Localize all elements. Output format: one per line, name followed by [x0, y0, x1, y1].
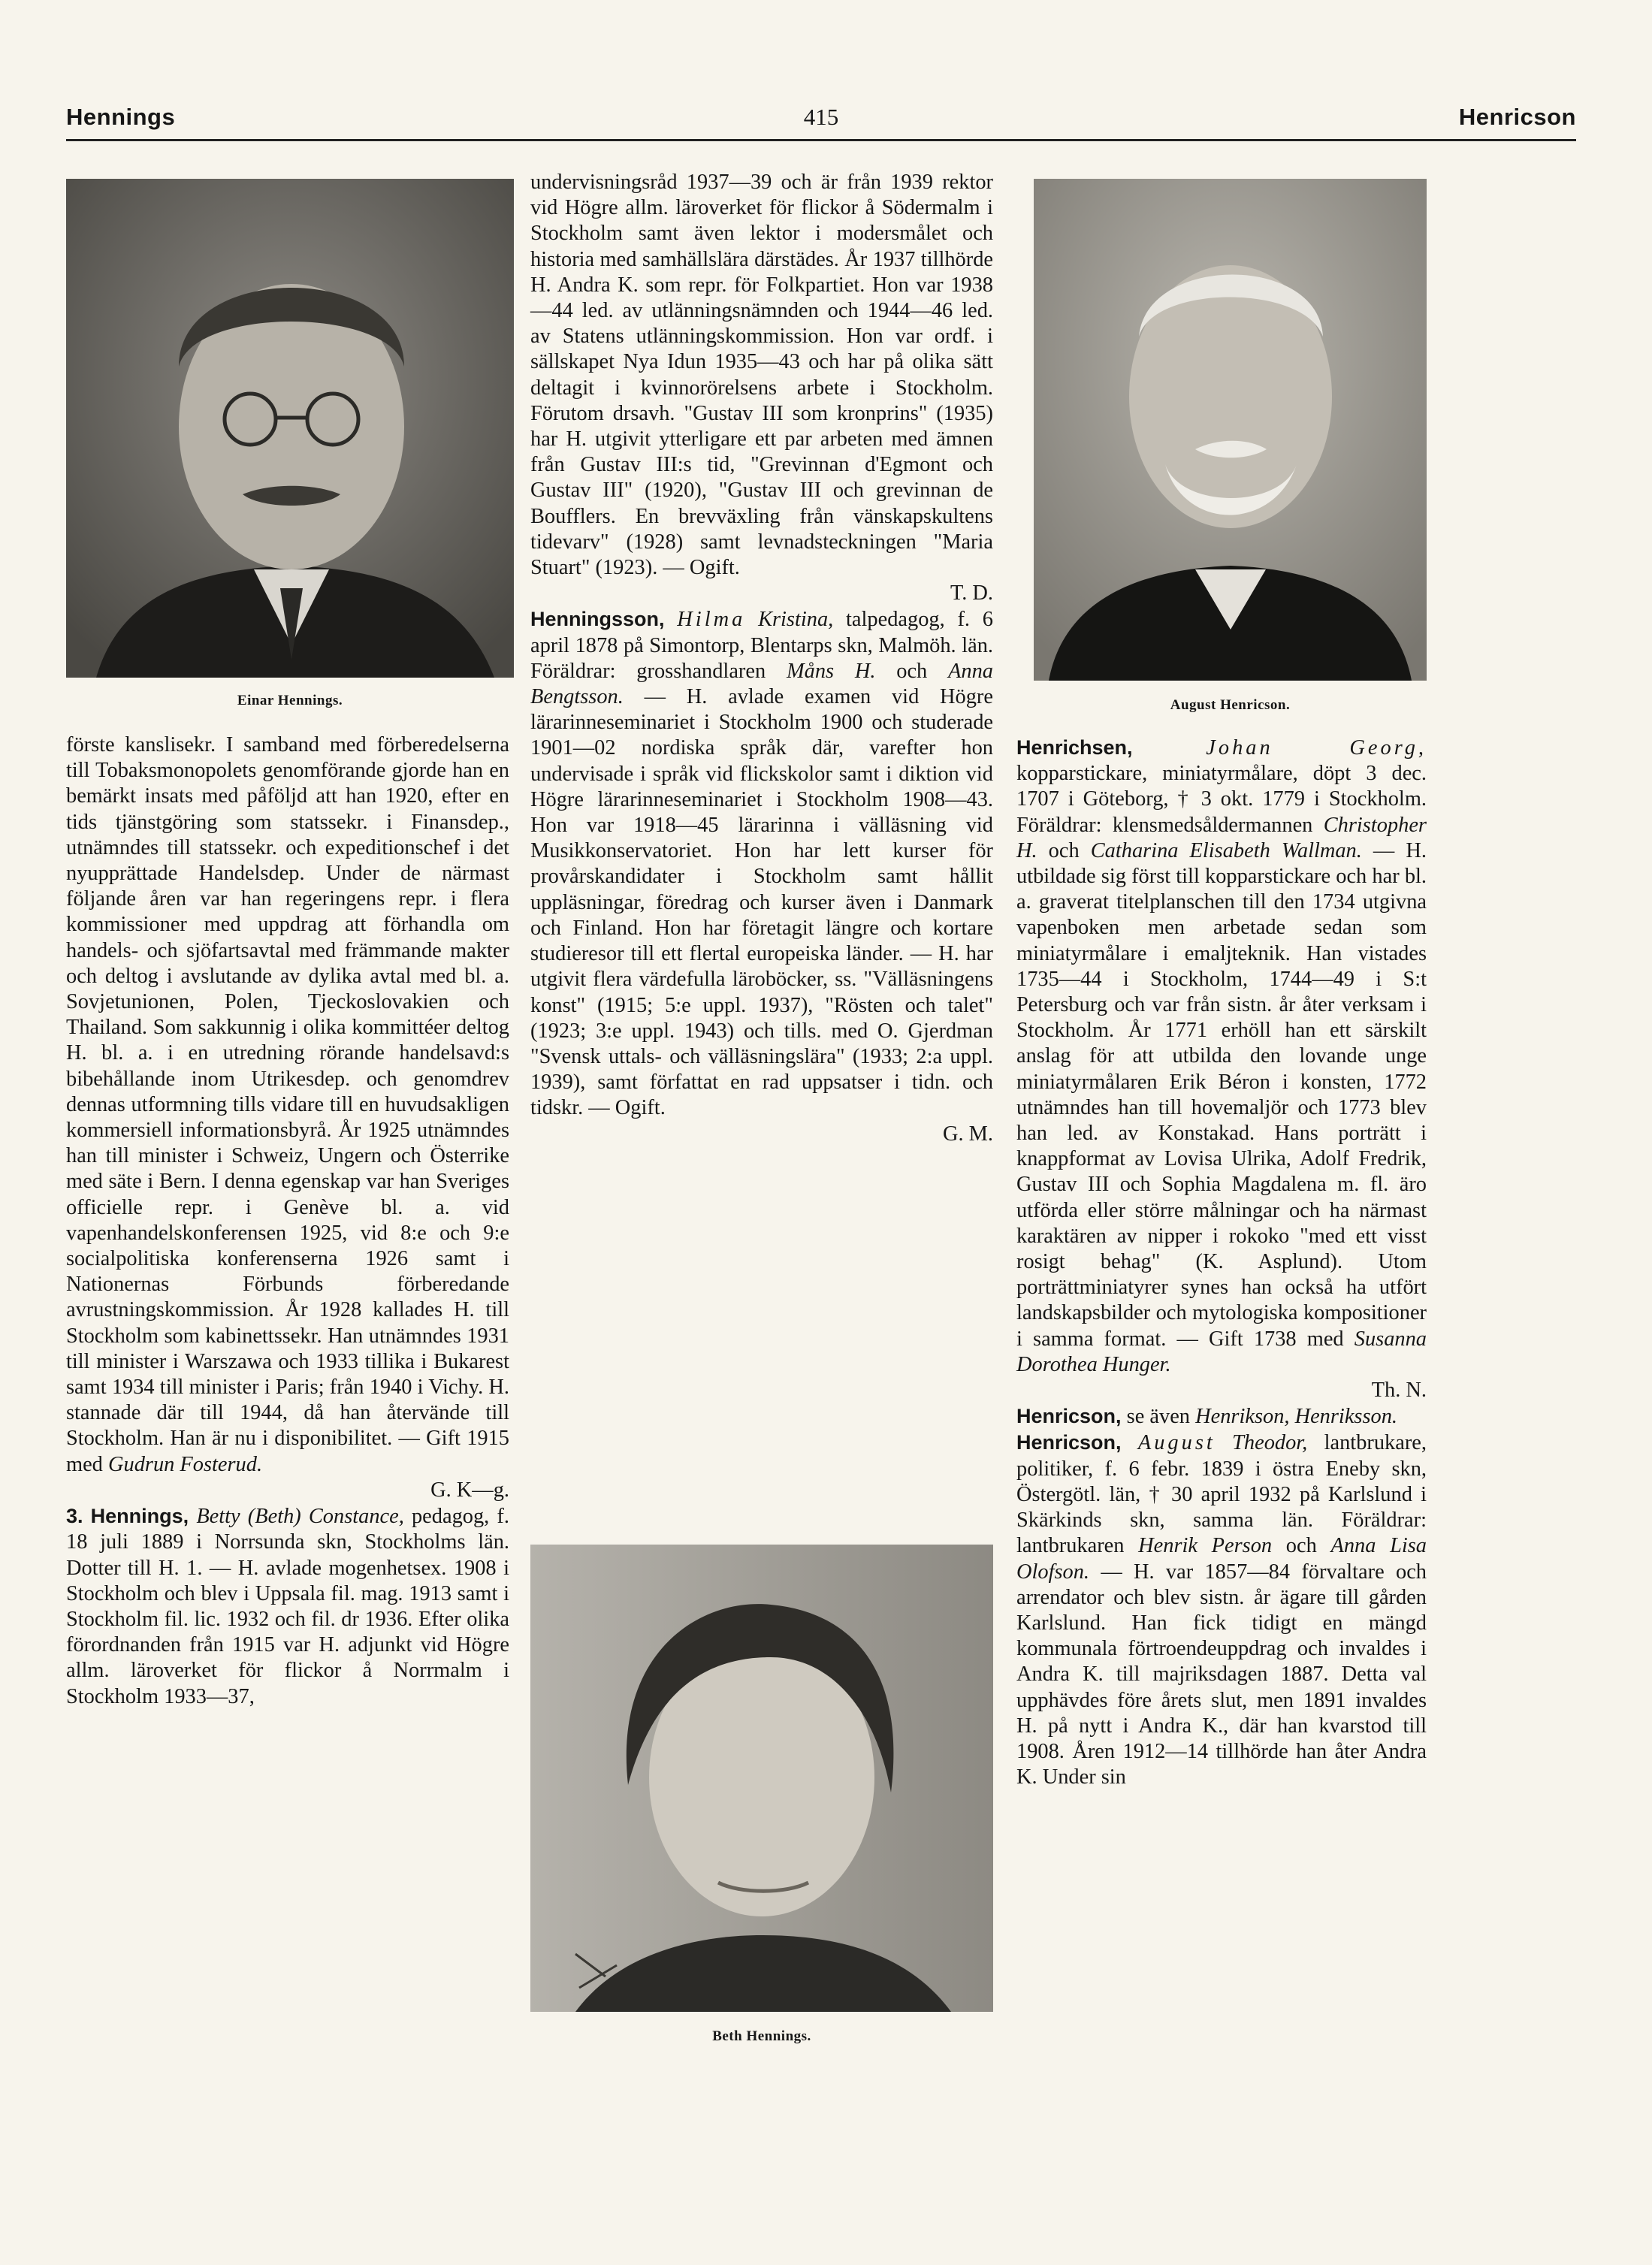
father-name: Henrik Person [1138, 1534, 1273, 1558]
entry-einar-continued [66, 732, 509, 1503]
header-right-keyword: Henricson [1458, 104, 1576, 130]
mother-name: Anna Lisa Olofson. [1016, 1534, 1427, 1584]
entry-text: undervisningsråd 1937—39 och är från 1939 rektor vid Högre allm. läroverket för flickor å Södermalm i Stockholm samt även lektor i modersmålet och historia med samhällslära därstädes. År 1937 tillhörde H. Andra K. som repr. för Folkpartiet. Hon var 1938—44 led. av utlänningsnämnden och 1944—46 led. av Statens utlänningskommission. Hon var ordf. i sällskapet Nya Idun 1935—43 och har på olika sätt deltagit i kvinnorörelsens arbete i Stockholm. Förutom drsavh. "Gustav III som kronprins" (1935) har H. utgivit ytterligare ett par arbeten med ämnen från Gustav III:s tid, "Grevinnan d'Egmont och Gustav III" (1920), "Gustav III och grevinnan de Boufflers. En brevväxling från vänskapskultens tidevarv" (1928) samt levnadsteckningen "Maria Stuart" (1923). — Ogift. [530, 171, 993, 580]
entry-middle-name: Constance, [308, 1505, 404, 1529]
entry-betty-continued [530, 170, 993, 606]
mother-name: Anna Bengtsson. [530, 659, 993, 709]
portrait-einar-hennings [66, 179, 514, 678]
entry-text: lantbrukare, politiker, f. 6 febr. 1839 i östra Eneby skn, Östergötl. län, † 30 april 1932 på Karlslund i Skärkinds skn, samma län. Föräldrar: lantbrukaren [1016, 1431, 1427, 1558]
entry-first-name: Hilma [677, 608, 746, 632]
entry-first-name: Johan Georg, [1206, 736, 1427, 760]
father-name: Christopher H. [1016, 813, 1427, 862]
spouse-name: Susanna Dorothea Hunger. [1016, 1327, 1427, 1376]
cross-reference-henricson [1016, 1403, 1427, 1430]
entry-hilma-henningsson [530, 606, 993, 1146]
entry-johan-georg-henrichsen [1016, 735, 1427, 1403]
conjunction: och [1285, 1534, 1317, 1558]
entry-headword: Henrichsen, [1016, 736, 1133, 759]
conjunction: och [896, 659, 928, 683]
caption-beth: Beth Hennings. [712, 2028, 811, 2044]
page-number: 415 [803, 104, 839, 130]
entry-middle-name: Theodor, [1232, 1431, 1308, 1455]
entry-headword: Henricson, [1016, 1405, 1122, 1428]
column-1 [66, 732, 509, 1710]
entry-middle-name: Kristina, [758, 608, 834, 632]
entry-august-henricson [1016, 1430, 1427, 1790]
caption-einar: Einar Hennings. [237, 693, 343, 708]
author-signature: G. M. [942, 1122, 993, 1146]
portrait-august-henricson [1034, 179, 1427, 681]
entry-text: se även [1126, 1405, 1190, 1429]
entry-first-name: Betty [196, 1505, 240, 1529]
portrait-einar-graphic [66, 179, 514, 678]
entry-text: pedagog, f. 18 juli 1889 i Norrsunda skn, Stockholms län. Dotter till H. 1. — H. avlade mogenhetsex. 1908 i Stockholm och blev i Uppsala fil. mag. 1913 samt i Stockholm fil. lic. 1932 och fil. dr 1936. Efter olika förordnanden från 1915 var H. adjunkt vid Högre allm. läroverket för flickor å Norrmalm i Stockholm 1933—37, [66, 1505, 509, 1708]
author-signature: Th. N. [1371, 1379, 1427, 1403]
spouse-name: Gudrun Fosterud. [108, 1452, 263, 1476]
author-signature: G. K—g. [430, 1478, 509, 1502]
author-signature: T. D. [950, 581, 993, 606]
entry-text: — H. utbildade sig först till kopparstickare och har bl. a. graverat titelplanschen till den 1734 utgivna vapenboken men arbetade sedan som miniatyrmålare i emaljteknik. Han vistades 1735—44 i Stockholm, 1744—49 i S:t Petersburg och var från sistn. år åter verksam i Stockholm. År 1771 erhöll han ett särskilt anslag för att utbilda den lovande unge miniatyrmålaren Erik Béron i konsten, 1772 utnämndes han till hovemaljör och 1773 blev han led. av Konstakad. Hans porträtt i knappformat av Lovisa Ulrika, Adolf Fredrik, Gustav III och Sophia Magdalena m. fl. äro utförda eller större målningar och ha närmast karaktären av nipper i rokoko "med ett visst rosigt behag" (K. Asplund). Utom porträttminiatyrer synes han också ha utfört landskapsbilder och mytologiska kompositioner i samma format. — Gift 1738 med [1016, 838, 1427, 1351]
cross-reference-target: Henrikson, Henriksson. [1195, 1405, 1398, 1429]
entry-first-name: August [1137, 1431, 1216, 1455]
entry-betty-hennings [66, 1503, 509, 1710]
entry-headword: Henricson, [1016, 1431, 1122, 1454]
entry-text: talpedagog, f. 6 april 1878 på Simontorp, Blentarps skn, Malmöh. län. Föräldrar: grosshandlaren [530, 608, 993, 683]
column-2 [530, 170, 993, 1147]
header-left-keyword: Hennings [66, 104, 176, 130]
running-header [66, 104, 1576, 149]
entry-text: förste kanslisekr. I samband med förberedelserna till Tobaksmonopolets genomförande gjorde han en bemärkt insats med påföljd att han 1920, efter en tids tjänstgöring som statssekr. i Finansdep., utnämndes till statssekr. och expeditionschef i det nyupprättade Handelsdep. Under de närmast följande åren var han regeringens repr. i flera kommissioner med uppdrag att förhandla om handels- och sjöfartsavtal med främmande makter och deltog i avslutande av dylika avtal med bl. a. Sovjetunionen, Polen, Tjeckoslovakien och Thailand. Som sakkunnig i olika kommittéer deltog H. bl. a. i en utredning rörande handelsavd:s bibehållande inom Utrikesdep. och genomdrev dennas utformning tills vidare till en huvudsakligen kommersiell informationsbyrå. År 1925 utnämndes han till minister i Schweiz, Ungern och Österrike med säte i Bern. I denna egenskap var han Sveriges officielle repr. i Genève bl. a. vid vapenhandelskonferensen 1925, vid 8:e och 9:e socialpolitiska konferenserna 1926 samt i Nationernas Förbunds förberedande avrustningskommission. År 1928 kallades H. till Stockholm som kabinettssekr. Han utnämndes 1931 till minister i Warszawa och 1933 tillika i Bukarest samt 1934 till minister i Paris; från 1940 i Vichy. H. stannade där till 1944, då han återvände till Stockholm. Han är nu i disponibilitet. — Gift 1915 med [66, 733, 509, 1476]
entry-headword: Hennings, [90, 1505, 189, 1528]
portrait-beth-hennings [530, 1545, 993, 2012]
portrait-august-graphic [1034, 179, 1427, 681]
entry-number: 3. [66, 1505, 83, 1528]
entry-text: kopparstickare, miniatyrmålare, döpt 3 dec. 1707 i Göteborg, † 3 okt. 1779 i Stockholm. Föräldrar: klensmedsåldermannen [1016, 762, 1427, 837]
conjunction: och [1048, 838, 1080, 862]
entry-headword: Henningsson, [530, 608, 665, 631]
column-3 [1016, 735, 1427, 1790]
portrait-beth-graphic [530, 1545, 993, 2012]
header-rule [66, 139, 1576, 141]
entry-call-name: (Beth) [247, 1505, 301, 1529]
entry-text: — H. var 1857—84 förvaltare och arrendator och blev sistn. år ägare till gården Karlslund. Han fick tidigt en mängd kommunala förtroendeuppdrag och invaldes i Andra K. till majriksdagen 1887. Detta val upphävdes före årets slut, men 1891 invaldes H. på nytt i Andra K., där han kvarstod till 1908. Åren 1912—14 tillhörde han åter Andra K. Under sin [1016, 1560, 1427, 1789]
mother-name: Catharina Elisabeth Wallman. [1090, 838, 1362, 862]
father-name: Måns H. [786, 659, 876, 683]
caption-august: August Henricson. [1170, 697, 1291, 713]
entry-text: — H. avlade examen vid Högre lärarinneseminariet i Stockholm 1900 och studerade 1901—02 nordiska språk där, varefter hon undervisade i språk vid flickskolor samt i diktion vid Högre lärarinneseminariet i Stockholm 1908—43. Hon var 1918—45 lärarinna i välläsning vid Musikkonservatoriet. Hon har lett kurser för provårskandidater i Stockholm samt hållit uppläsningar, föredrag och kurser även i Danmark och Finland. Hon har företagit längre och kortare studieresor till ett flertal europeiska länder. — H. har utgivit flera värdefulla läroböcker, ss. "Välläsningens konst" (1915; 5:e uppl. 1937), "Rösten och talet" (1923; 3:e uppl. 1943) och tills. med O. Gjerdman "Svensk uttals- och välläsningslära" (1933; 2:a uppl. 1939), samt författat en rad uppsatser i tidn. och tidskr. — Ogift. [530, 685, 993, 1120]
